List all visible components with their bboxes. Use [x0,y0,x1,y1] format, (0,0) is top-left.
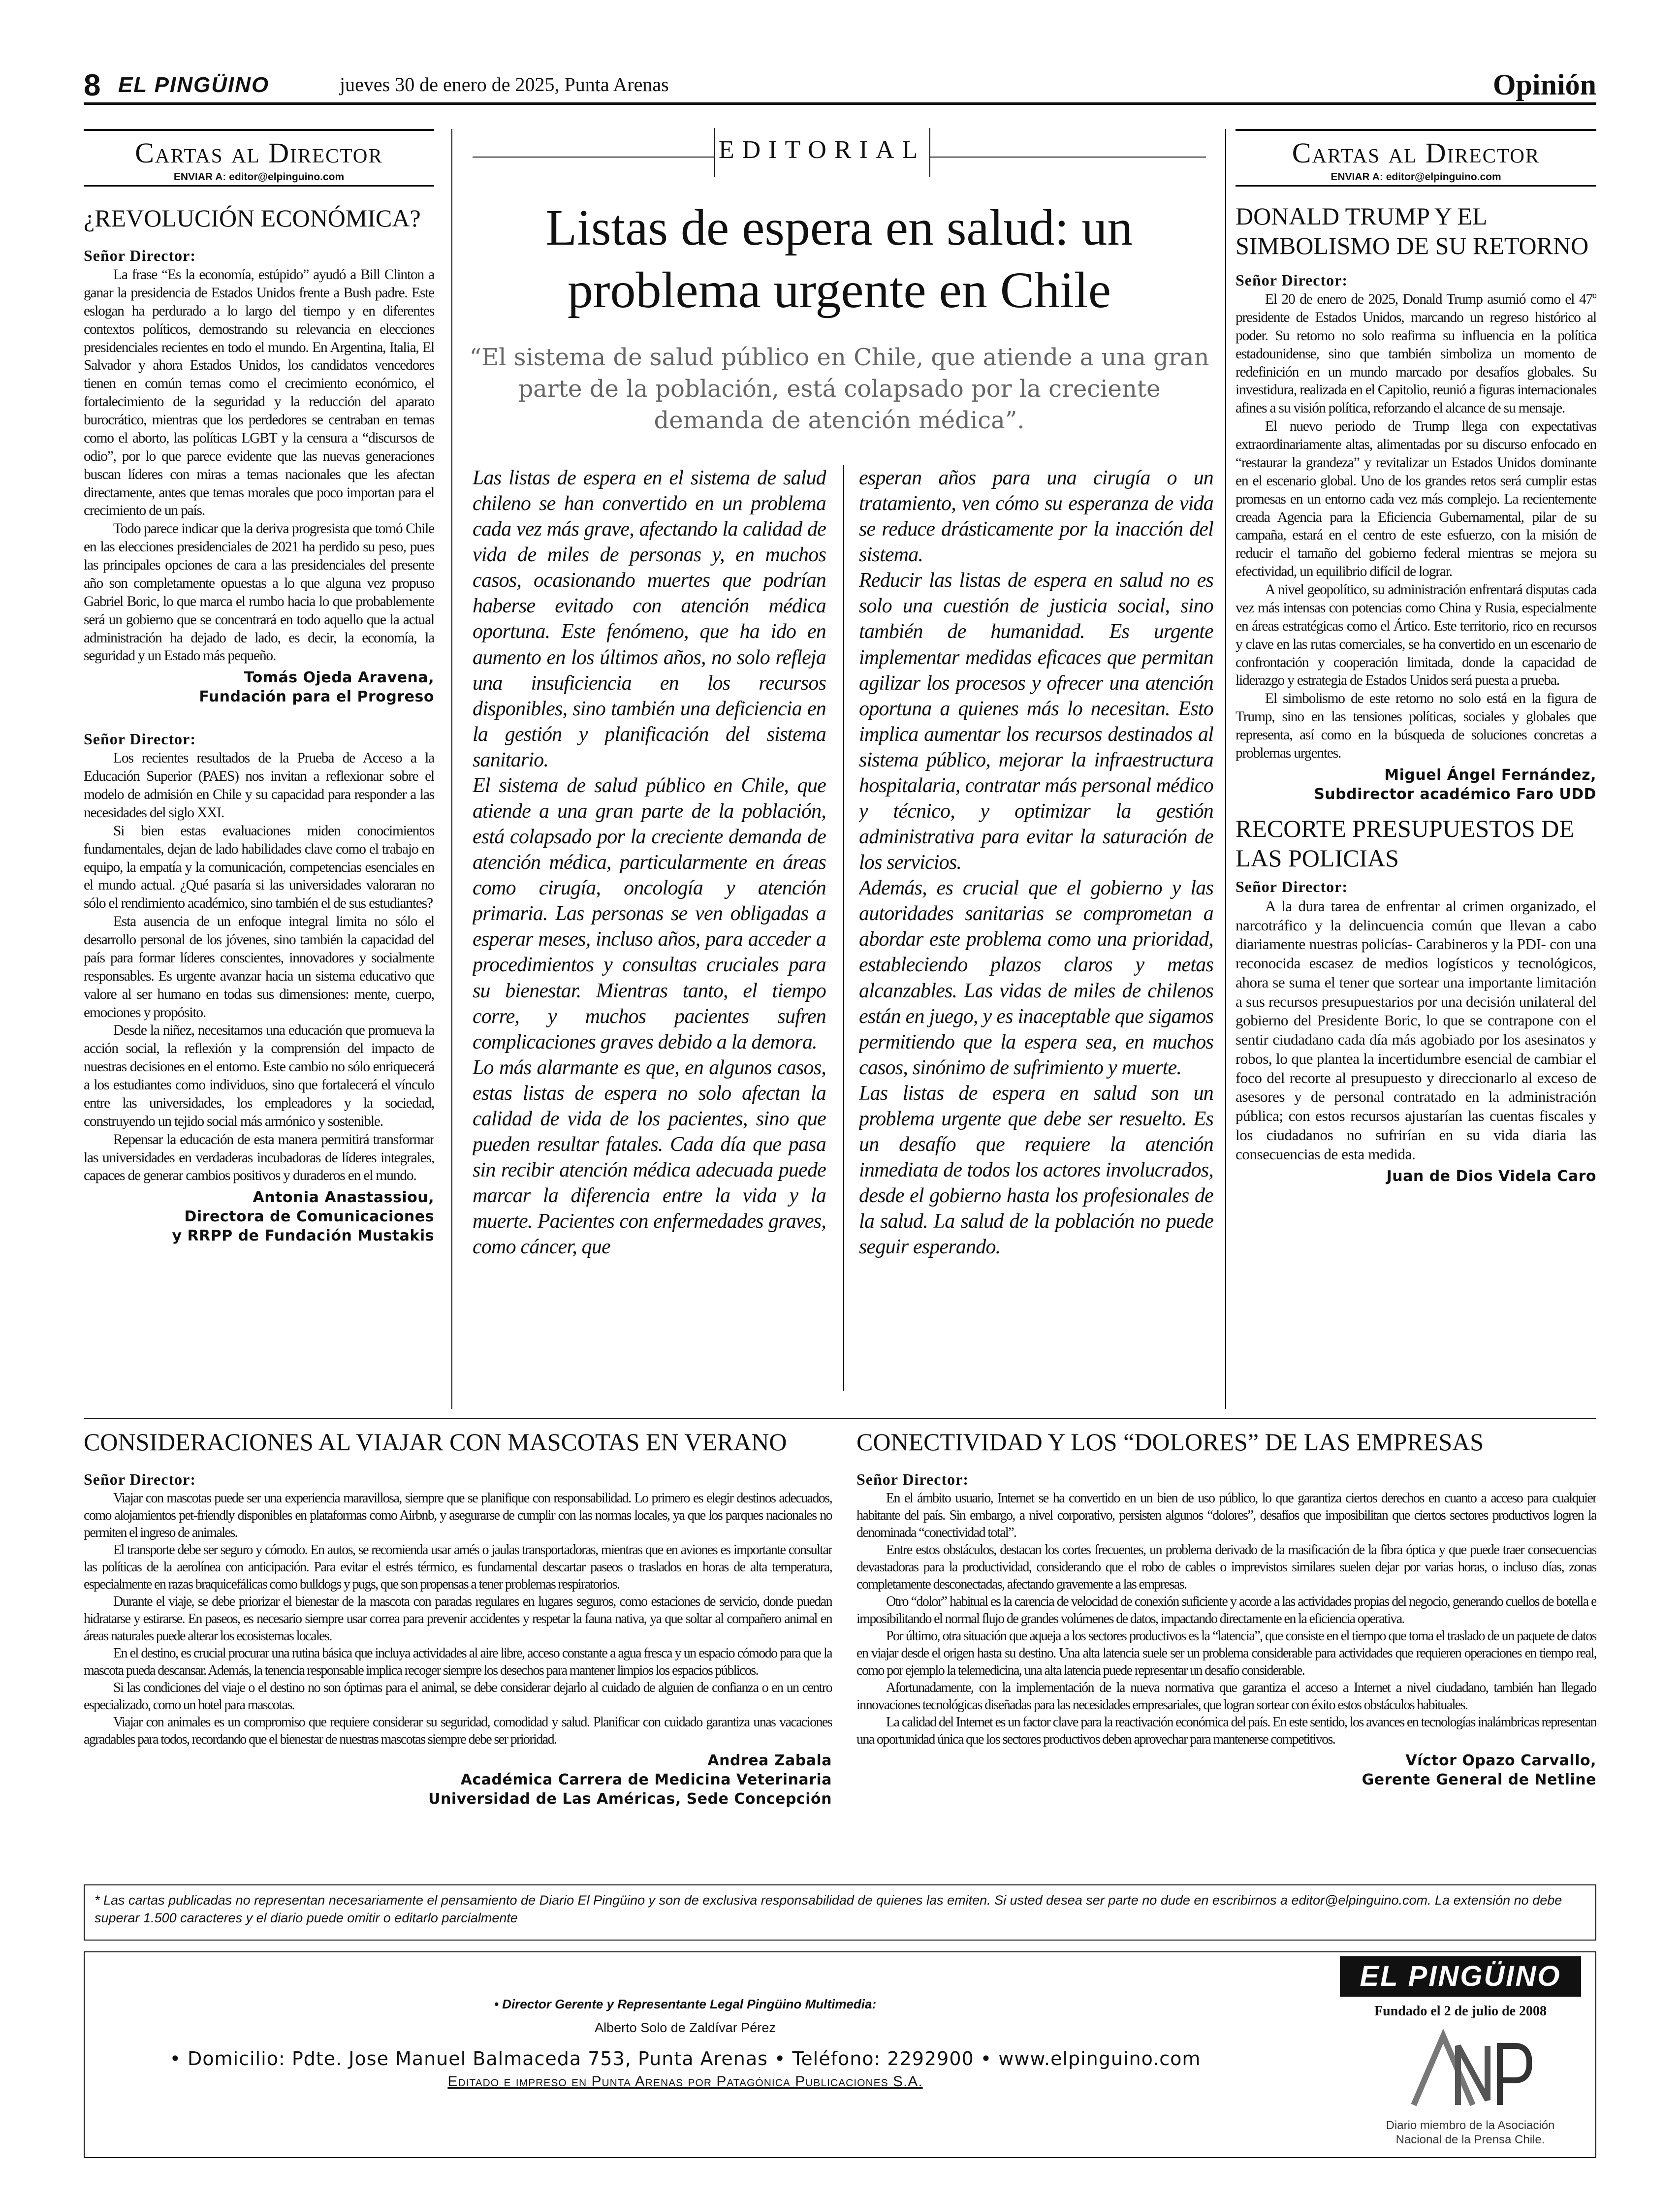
paragraph: Afortunadamente, con la implementación de la nueva normativa que garantiza el acceso a Internet a nivel ciudadano, también han llegado innovaciones tecnológicas diseñadas para las necesidades empresariales, que logran sortear con éxito estos obstáculos habituales. [856,1680,1596,1713]
letter-greeting: Señor Director: [84,730,196,748]
paragraph: Viajar con mascotas puede ser una experiencia maravillosa, siempre que se planifique con responsabilidad. Lo primero es elegir destinos adecuados, como alojamientos pet-friendly disponibles en plataformas como Airbnb, y asegurarse de cumplir con las normas locales, ya que los parques nacionales no permiten el ingreso de animales. [84,1491,832,1540]
paragraph: Desde la niñez, necesitamos una educación que promueva la acción social, la reflexión y la comprensión del impacto de nuestras decisiones en el entorno. Este cambio no sólo enriquecerá a los estudiantes como individuos, sino que fortalecerá el vínculo entre las universidades, los empleadores y la sociedad, construyendo un tejido social más armónico y sostenible. [84,1022,434,1129]
letter-greeting: Señor Director: [84,247,196,264]
letter-title: ¿REVOLUCIÓN ECONÓMICA? [84,204,421,232]
signature-name: Antonia Anastassiou, [253,1189,434,1207]
editorial-rule [930,157,1206,158]
paragraph: Además, es crucial que el gobierno y las autoridades sanitarias se comprometan a abordar este problema como una prioridad, estableciendo plazos claros y metas alcanzables. Las vidas de miles de chilenos están en juego, y es inaceptable que sigamos permitiendo que la espera sea, en muchos casos, sinónimo de sufrimiento y muerte. [859,877,1213,1079]
paragraph: Esta ausencia de un enfoque integral limita no sólo el desarrollo personal de los jóvenes, sino también la capacidad del país para formar líderes conscientes, innovadores y socialmente responsables. Es urgente avanzar hacia un sistema educativo que valore al ser humano en todas sus dimensiones: mente, cuerpo, emociones y propósito. [84,914,434,1020]
signature-name: Juan de Dios Videla Caro [1386,1168,1596,1185]
paragraph: El nuevo periodo de Trump llega con expectativas extraordinariamente altas, alimentadas por su discurso enfocado en “restaurar la grandeza” y revitalizar un Estados Unidos dominante en el escenario global. Uno de los grandes retos será cumplir estas promesas en un entorno cada vez más complejo. La recientemente creada Agencia para la Eficiencia Gubernamental, pilar de su campaña, estará en el centro de este esfuerzo, con la misión de reducir el tamaño del gobierno federal mientras se mejora su efectividad, un equilibrio difícil de lograr. [1236,418,1596,580]
editorial-label [714,128,930,182]
editorial-title: Listas de espera en salud: un problema urgente en Chile [545,199,1133,319]
letter-signature [856,1751,1596,1789]
bottom-left-letter [84,1423,832,1876]
letter-title: RECORTE PRESUPUESTOS DE LAS POLICIAS [1236,814,1574,872]
editorial-column-1 [473,465,826,1401]
editorial-column-divider [843,465,844,1391]
paragraph: El 20 de enero de 2025, Donald Trump asumió como el 47º presidente de Estados Unidos, marcando un regreso histórico al poder. Su retorno no solo reafirma su influencia en la política estadounidense, sino que también simboliza un momento de redefinición en un mundo marcado por desafíos globales. Su investidura, realizada en el Capitolio, reunió a figuras internacionales afines a su visión política, reforzando el alcance de su mensaje. [1236,291,1596,416]
disclaimer-box: * Las cartas publicadas no representan necesariamente el pensamiento de Diario El Pingüino y son de exclusiva responsabilidad de quienes las emiten. Si usted desea ser parte no dude en escribirnos a editor@elpinguino.com. La extensión no debe superar 1.500 caracteres y el diario puede omitir o editarlo parcialmente [84,1884,1596,1941]
paragraph: En el destino, es crucial procurar una rutina básica que incluya actividades al aire libre, acceso constante a agua fresca y un espacio cómodo para que la mascota pueda descansar. Además, la tenencia responsable implica recoger siempre los desechos para mantener limpios los espacios públicos. [84,1646,832,1678]
paragraph: Durante el viaje, se debe priorizar el bienestar de la mascota con paradas regulares en lugares seguros, como estaciones de servicio, donde puedan hidratarse y estirarse. En paseos, es necesario siempre usar correa para prevenir accidentes y respetar la fauna nativa, ya que soltar al compañero animal en áreas naturales puede alterar los ecosistemas locales. [84,1594,832,1644]
signature-affiliation: y RRPP de Fundación Mustakis [172,1227,434,1245]
paragraph: Reducir las listas de espera en salud no es solo una cuestión de justicia social, sino también de humanidad. Es urgente implementar medidas eficaces que permitan agilizar los procesos y ofrecer una atención oportuna a quienes más lo necesitan. Esto implica aumentar los recursos destinados al sistema público, mejorar la infraestructura hospitalaria, contratar más personal médico y técnico, y optimizar la gestión administrativa para evitar la saturación de los servicios. [859,569,1213,874]
letter-title: DONALD TRUMP Y EL SIMBOLISMO DE SU RETORNO [1236,202,1589,259]
letter-greeting: Señor Director: [856,1470,969,1488]
paragraph: Viajar con animales es un compromiso que requiere considerar su seguridad, comodidad y salud. Planificar con cuidado garantiza unas vacaciones agradables para todos, recordando que el bienestar de nuestras mascotas siempre debe ser prioridad. [84,1715,832,1747]
signature-name: Miguel Ángel Fernández, [1384,766,1596,784]
letter-signature [84,668,434,706]
editorial-column-2 [859,465,1213,1401]
letters-heading-right [1236,129,1596,187]
editorial-rule [473,157,714,158]
paragraph: La frase “Es la economía, estúpido” ayudó a Bill Clinton a ganar la presidencia de Estados Unidos frente a Bush padre. Este eslogan ha perdurado a lo largo del tiempo y en diferentes contextos políticos, demostrando su relevancia en elecciones presidenciales recientes en todo el mundo. En Argentina, Italia, El Salvador y ahora Estados Unidos, los candidatos vencedores tienen en común temas como el crecimiento económico, el fortalecimiento de la seguridad y la reducción del aparato burocrático, mientras que los perdedores se centraban en temas como el aborto, las políticas LGBT y la censura a “discursos de odio”, por lo que parece evidente que las nuevas generaciones buscan líderes con miras a temas nacionales que les afectan directamente, antes que temas morales que poco importan para el crecimiento de un país. [84,267,434,519]
paragraph: En el ámbito usuario, Internet se ha convertido en un bien de uso público, lo que garantiza ciertos derechos en cuanto a acceso para cualquier habitante del país. Sin embargo, a nivel corporativo, persisten algunos “dolores”, desafíos que imposibilitan que ciertos sectores productivos logren la denominada “conectividad total”. [856,1491,1596,1540]
signature-affiliation: Gerente General de Netline [1362,1771,1596,1788]
paragraph: El simbolismo de este retorno no solo está en la figura de Trump, sino en las tensiones políticas, sociales y globales que representa, así como en la búsqueda de soluciones concretas a problemas urgentes. [1236,691,1596,761]
paragraph: Todo parece indicar que la deriva progresista que tomó Chile en las elecciones presidenciales de 2021 ha perdido su peso, pues las principales opciones de cara a las presidenciales del presente año son completamente opuestas a lo que alguna vez propuso Gabriel Boric, lo que marca el rumbo hacia lo que probablemente será un gobierno que se concentrará en todo aquello que la actual administración ha dejado de lado, es decir, la economía, la seguridad y un Estado más pequeño. [84,521,434,664]
letters-send-to: ENVIAR A: editor@elpinguino.com [173,171,345,183]
footer-director-name: Alberto Solo de Zaldívar Pérez [595,2020,776,2035]
letter-title: CONECTIVIDAD Y LOS “DOLORES” DE LAS EMPRESAS [856,1428,1484,1456]
paragraph: Repensar la educación de esta manera permitirá transformar las universidades en verdaderas incubadoras de líderes integrales, capaces de generar cambios positivos y duraderos en el mundo. [84,1131,434,1184]
editorial-label-text: EDITORIAL [718,136,926,164]
paragraph: A nivel geopolítico, su administración enfrentará disputas cada vez más intensas con potencias como China y Rusia, especialmente en áreas estratégicas como el Ártico. Este territorio, rico en recursos y clave en las rutas comerciales, se ha convertido en un escenario de confrontación y cooperación limitada, donde la capacidad de liderazgo y estrategia de Estados Unidos será puesta a prueba. [1236,582,1596,689]
footer-anp-caption: Diario miembro de la Asociación Nacional de la Prensa Chile. [1386,2119,1555,2146]
signature-name: Tomás Ojeda Aravena, [244,669,434,687]
column-divider [451,129,452,1409]
section-divider [84,1418,1596,1419]
letter-body [1236,290,1596,763]
letter-signature [1236,1167,1596,1186]
paragraph: El transporte debe ser seguro y cómodo. En autos, se recomienda usar arnés o jaulas transportadoras, mientras que en aviones es importante consultar las políticas de la aerolínea con anticipación. Para evitar el estrés térmico, es fundamental descartar paseos o traslados en horas de alta temperatura, especialmente en razas braquicefálicas como bulldogs y pugs, que son propensas a tener problemas respiratorios. [84,1542,832,1592]
paragraph: Si las condiciones del viaje o el destino no son óptimas para el animal, se debe considerar dejarlo al cuidado de alguien de confianza o en un centro especializado, como un hotel para mascotas. [84,1680,832,1713]
paragraph: Si bien estas evaluaciones miden conocimientos fundamentales, dejan de lado habilidades clave como el trabajo en equipo, la empatía y la comunicación, competencias esenciales en el mundo actual. ¿Qué pasaría si las universidades valoraran no sólo el rendimiento académico, sino también el de sus estudiantes? [84,823,434,912]
footer-box [84,1951,1596,2158]
page-header [84,68,1596,102]
footer-address: • Domicilio: Pdte. Jose Manuel Balmaceda 753, Punta Arenas • Teléfono: 2292900 • www.elpinguino.com [169,2048,1201,2070]
editorial-pullquote: “El sistema de salud público en Chile, que atiende a una gran parte de la población, está colapsado por la creciente demanda de atención médica”. [469,344,1209,434]
footer-printed-by: Editado e impreso en Punta Arenas por Patagónica Publicaciones S.A. [447,2073,923,2090]
section-title: Opinión [1492,68,1596,101]
anp-logo-icon [1404,2026,1532,2110]
letters-heading-left [84,129,434,187]
column-divider [1225,129,1226,1409]
letter-greeting: Señor Director: [1236,271,1348,289]
footer-founded: Fundado el 2 de julio de 2008 [1374,2004,1547,2019]
paragraph: esperan años para una cirugía o un tratamiento, ven cómo su esperanza de vida se reduce drásticamente por la inacción del sistema. [859,467,1213,567]
bottom-right-letter [856,1423,1596,1876]
letter-body [84,749,434,1185]
letter-signature [84,1751,832,1809]
signature-name: Víctor Opazo Carvallo, [1405,1752,1596,1769]
letter-signature [1236,765,1596,804]
signature-affiliation: Subdirector académico Faro UDD [1314,785,1596,803]
page-number: 8 [84,68,101,102]
paragraph: Entre estos obstáculos, destacan los cortes frecuentes, un problema derivado de la masificación de la fibra óptica y que puede traer consecuencias devastadoras para la productividad, considerando que el robo de cables o imprevistos similares suelen dejar por varias horas, o incluso días, zonas completamente desconectadas, afectando gravemente a las empresas. [856,1542,1596,1592]
signature-affiliation: Directora de Comunicaciones [184,1208,434,1226]
paragraph: La calidad del Internet es un factor clave para la reactivación económica del país. En este sentido, los avances en tecnologías inalámbricas representan una oportunidad única que los sectores productivos deben aprovechar para mantenerse competitivos. [856,1715,1596,1747]
paragraph: Las listas de espera en el sistema de salud chileno se han convertido en un problema cada vez más grave, afectando la calidad de vida de miles de personas y, en muchos casos, ocasionando muertes que podrían haberse evitado con atención médica oportuna. Este fenómeno, que ha ido en aumento en los últimos años, no solo refleja una insuficiencia en los recursos disponibles, sino también una deficiencia en la gestión y planificación del sistema sanitario. [473,467,826,771]
letter-body [84,1490,832,1748]
letters-heading-title: Cartas al Director [1292,137,1540,169]
header-rule [84,102,1596,105]
left-column [84,129,434,1414]
letters-send-to: ENVIAR A: editor@elpinguino.com [1331,171,1501,183]
signature-affiliation: Fundación para el Progreso [199,688,434,706]
letter-greeting: Señor Director: [1236,877,1348,895]
footer-director-label: • Director Gerente y Representante Legal Pingüino Multimedia: [494,1997,877,2011]
signature-name: Andrea Zabala [707,1752,832,1769]
date-line: jueves 30 de enero de 2025, Punta Arenas [340,73,669,96]
signature-affiliation: Universidad de Las Américas, Sede Concepción [428,1790,832,1808]
right-column [1236,129,1596,1414]
signature-affiliation: Académica Carrera de Medicina Veterinaria [460,1771,832,1788]
masthead-logo: EL PINGÜINO [118,73,270,97]
paragraph: Por último, otra situación que aqueja a los sectores productivos es la “latencia”, que consiste en el tiempo que toma el traslado de un paquete de datos en viajar desde el origen hasta su destino. Una alta latencia suele ser un problema considerable para actividades que requieren operaciones en tiempo real, como por ejemplo la telemedicina, una alta latencia puede representar un desafío considerable. [856,1628,1596,1678]
paragraph: Lo más alarmante es que, en algunos casos, estas listas de espera no solo afectan la calidad de vida de los pacientes, sino que pueden resultar fatales. Cada día que pasa sin recibir atención médica adecuada puede marcar la diferencia entre la vida y la muerte. Pacientes con enfermedades graves, como cáncer, que [473,1056,826,1259]
letters-heading-title: Cartas al Director [135,137,383,169]
letter-body [1236,897,1596,1164]
footer-logo: EL PINGÜINO [1340,1956,1581,1997]
letter-title: CONSIDERACIONES AL VIAJAR CON MASCOTAS EN VERANO [84,1428,787,1456]
paragraph: Otro “dolor” habitual es la carencia de velocidad de conexión suficiente y acorde a las actividades propias del negocio, generando cuellos de botella e imposibilitando el normal flujo de grandes volúmenes de datos, impactando directamente en la eficiencia operativa. [856,1594,1596,1626]
letter-signature [84,1188,434,1245]
letter-body [856,1490,1596,1748]
paragraph: Los recientes resultados de la Prueba de Acceso a la Educación Superior (PAES) nos invitan a reflexionar sobre el modelo de admisión en Chile y su capacidad para responder a las necesidades del siglo XXI. [84,750,434,821]
paragraph: Las listas de espera en salud son un problema urgente que debe ser resuelto. Es un desafío que requiere la atención inmediata de todos los actores involucrados, desde el gobierno hasta los profesionales de la salud. La salud de la población no puede seguir esperando. [859,1082,1213,1259]
letter-greeting: Señor Director: [84,1470,196,1488]
letter-body [84,266,434,665]
paragraph: El sistema de salud público en Chile, que atiende a una gran parte de la población, está colapsado por la creciente demanda de atención médica, particularmente en áreas como cirugía, oncología y atención primaria. Las personas se ven obligadas a esperar meses, incluso años, para acceder a procedimientos y consultas cruciales para su bienestar. Mientras tanto, el tiempo corre, y muchos pacientes sufren complicaciones graves debido a la demora. [473,774,826,1053]
paragraph: A la dura tarea de enfrentar al crimen organizado, el narcotráfico y la delincuencia común que llevan a cabo diariamente nuestras policías- Carabineros y la PDI- con una reconocida escasez de medios logísticos y tecnológicos, ahora se suma el tener que sortear una importante limitación a sus recursos presupuestarios por una decisión unilateral del gobierno del Presidente Boric, lo que se contrapone con el sentir ciudadano cada día más agobiado por los asesinatos y robos, lo que plantea la incertidumbre esencial de cambiar el foco del recorte al presupuesto y direccionarlo al exceso de asesores y de personal contratado en la administración pública; con estos recursos ajustarían las cuentas fiscales y los ciudadanos no sufrirían en su vida diaria las consecuencias de esta medida. [1236,897,1596,1163]
